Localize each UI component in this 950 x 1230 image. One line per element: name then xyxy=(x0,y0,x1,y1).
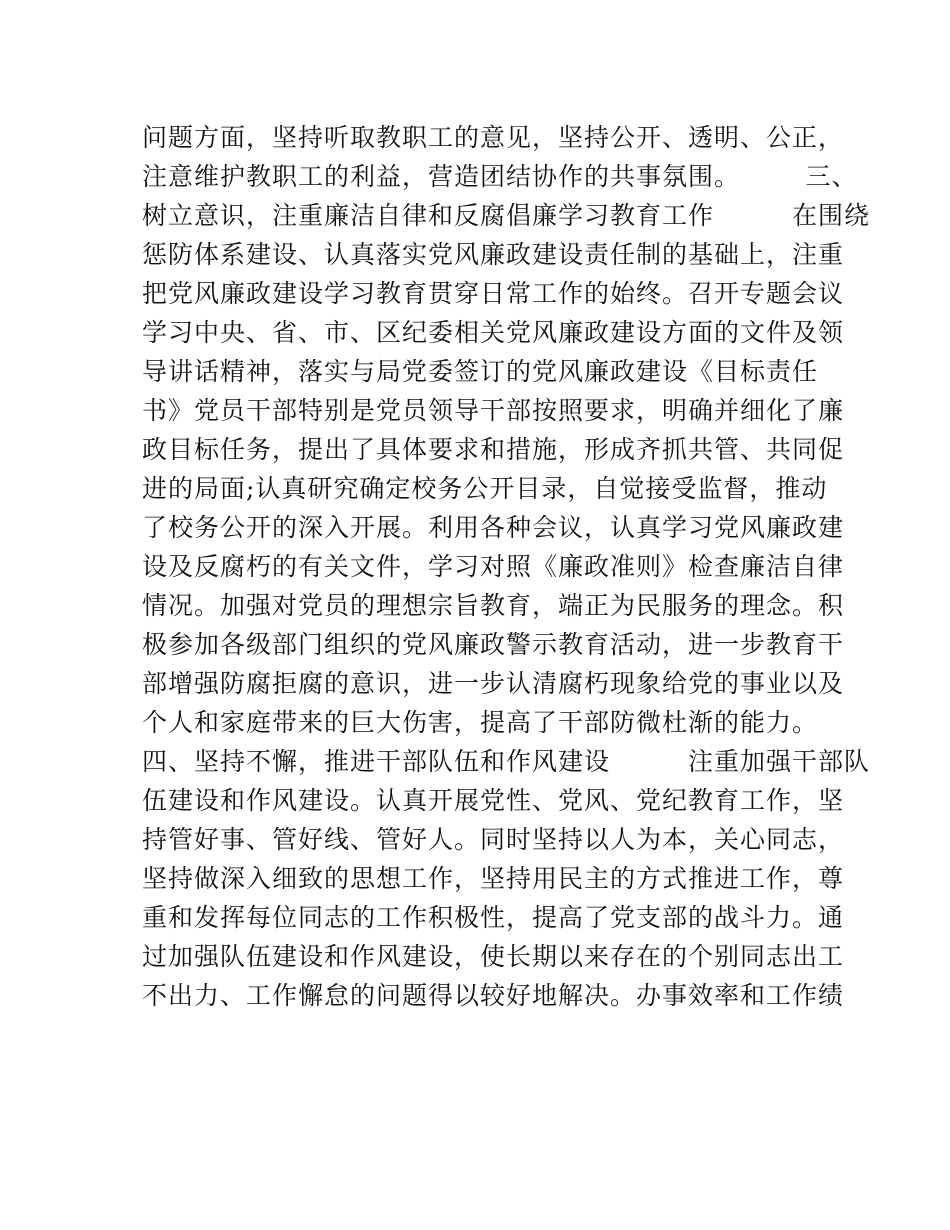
text-line: 政目标任务，提出了具体要求和措施，形成齐抓共管、共同促 xyxy=(142,435,845,464)
text-line: 部增强防腐拒腐的意识，进一步认清腐朽现象给党的事业以及 xyxy=(142,669,845,698)
text-line: 进的局面;认真研究确定校务公开目录，自觉接受监督，推动 xyxy=(142,474,828,503)
text-line: 重和发挥每位同志的工作积极性，提高了党支部的战斗力。通 xyxy=(142,903,845,932)
text-line: 坚持做深入细致的思想工作，坚持用民主的方式推进工作，尊 xyxy=(142,864,845,893)
text-line: 注意维护教职工的利益，营造团结协作的共事氛围。 三、 xyxy=(142,162,858,191)
document-body xyxy=(142,118,871,1015)
text-line: 极参加各级部门组织的党风廉政警示教育活动，进一步教育干 xyxy=(142,630,845,659)
text-line: 导讲话精神，落实与局党委签订的党风廉政建设《目标责任 xyxy=(142,357,819,386)
text-line: 持管好事、管好线、管好人。同时坚持以人为本，关心同志， xyxy=(142,825,845,854)
text-line: 设及反腐朽的有关文件，学习对照《廉政准则》检查廉洁自律 xyxy=(142,552,845,581)
text-line: 把党风廉政建设学习教育贯穿日常工作的始终。召开专题会议 xyxy=(142,279,845,308)
text-line: 学习中央、省、市、区纪委相关党风廉政建设方面的文件及领 xyxy=(142,318,845,347)
text-line: 树立意识，注重廉洁自律和反腐倡廉学习教育工作 在围绕 xyxy=(142,201,871,230)
text-line: 四、坚持不懈，推进干部队伍和作风建设 注重加强干部队 xyxy=(142,747,871,776)
text-line: 了校务公开的深入开展。利用各种会议，认真学习党风廉政建 xyxy=(142,513,845,542)
text-line: 书》党员干部特别是党员领导干部按照要求，明确并细化了廉 xyxy=(142,396,845,425)
text-line: 过加强队伍建设和作风建设，使长期以来存在的个别同志出工 xyxy=(142,942,845,971)
text-line: 伍建设和作风建设。认真开展党性、党风、党纪教育工作，坚 xyxy=(142,786,845,815)
text-line: 惩防体系建设、认真落实党风廉政建设责任制的基础上，注重 xyxy=(142,240,845,269)
text-line: 问题方面，坚持听取教职工的意见，坚持公开、透明、公正， xyxy=(142,123,845,152)
text-line: 情况。加强对党员的理想宗旨教育，端正为民服务的理念。积 xyxy=(142,591,845,620)
text-line: 个人和家庭带来的巨大伤害，提高了干部防微杜渐的能力。 xyxy=(142,708,819,737)
text-line: 不出力、工作懈怠的问题得以较好地解决。办事效率和工作绩 xyxy=(142,981,845,1010)
